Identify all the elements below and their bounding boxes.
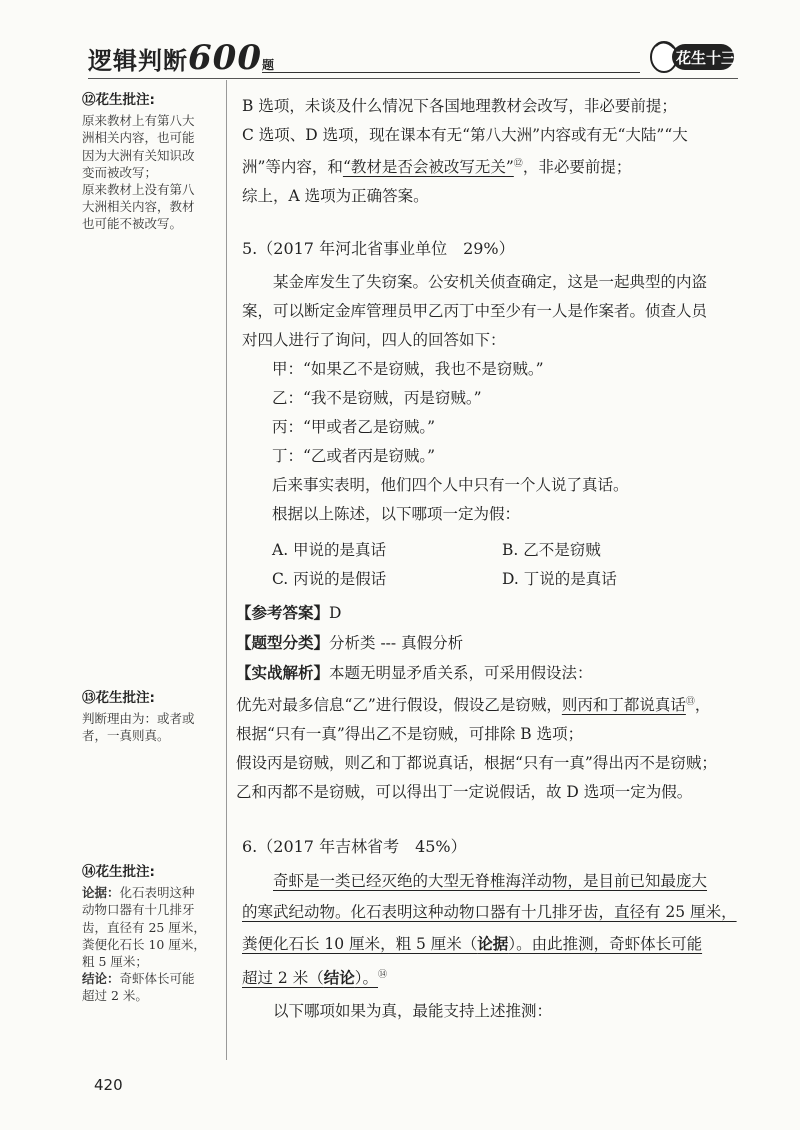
- prev-line: C 选项、D 选项，现在课本有无“第八大洲”内容或有无“大陆”“大: [242, 126, 688, 144]
- side-note-heading: ⑭花生批注:: [82, 864, 155, 880]
- type-line: 【题型分类】分析类 --- 真假分析: [236, 633, 464, 652]
- statement: 甲：“如果乙不是窃贼，我也不是窃贼。”: [272, 360, 544, 378]
- statement: 丙：“甲或者乙是窃贼。”: [272, 418, 436, 436]
- question-ask: 根据以上陈述，以下哪项一定为假：: [272, 505, 521, 523]
- question-6-stem: 奇虾是一类已经灭绝的大型无脊椎海洋动物，是目前已知最庞大 的寒武纪动物。化石表明这种动物口器有十几排牙齿，直径有 25 厘米， 粪便化石长 10 厘米，粗 5 厘米（论据）。由此推测，奇虾体长可能 超过 2 米（结论）。⑭ 以下哪项如果为真，最能支持上述推测：: [242, 866, 742, 1027]
- statement: 丁：“乙或者丙是窃贼。”: [272, 447, 436, 465]
- analysis-line: 乙和丙都不是窃贼，可以得出丁一定说假话，故 D 选项一定为假。: [236, 783, 693, 802]
- side-note-line: 粪便化石长 10 厘米，: [82, 936, 206, 952]
- prev-line: 洲”等内容，和“教材是否会被改写无关”⑫，非必要前提；: [242, 158, 632, 177]
- option-a: A. 甲说的是真话: [272, 541, 387, 559]
- prev-line: 综上，A 选项为正确答案。: [242, 187, 429, 206]
- underlined-phrase: “教材是否会被改写无关”: [342, 158, 514, 177]
- question-5-answer: [236, 598, 746, 807]
- header-rule: [262, 72, 640, 73]
- page-number: 420: [94, 1076, 123, 1094]
- option-c: C. 丙说的是假话: [272, 570, 387, 588]
- header-rule-thin: [88, 78, 738, 79]
- footnote-ref: ⑭: [378, 970, 388, 980]
- title-prefix: 逻辑判断: [88, 46, 188, 75]
- side-note-line: 大洲相关内容，教材: [82, 199, 195, 215]
- prev-line: B 选项，未谈及什么情况下各国地理教材会改写，非必要前提；: [242, 97, 677, 115]
- argument-tag: 论据: [477, 934, 509, 953]
- side-note-line: 论据：化石表明这种: [82, 885, 195, 901]
- side-note-line: 原来教材上有第八大: [82, 113, 195, 129]
- side-note-14: [82, 864, 222, 1005]
- footnote-ref: ⑫: [513, 159, 523, 169]
- side-note-line: 判断理由为：或者或: [82, 711, 195, 727]
- statement: 乙：“我不是窃贼，丙是窃贼。”: [272, 389, 482, 407]
- side-note-line: 洲相关内容，也可能: [82, 130, 195, 146]
- prev-analysis: [242, 92, 742, 211]
- question-5-statements: [272, 355, 772, 529]
- side-note-line: 结论：奇虾体长可能: [82, 971, 195, 987]
- underlined-phrase: 则丙和丁都说真话: [561, 696, 686, 715]
- question-6-heading: 6.（2017 年吉林省考 45%）: [242, 837, 467, 856]
- question-ask: 以下哪项如果为真，最能支持上述推测：: [273, 1002, 553, 1021]
- analysis-line: 根据“只有一真”得出乙不是窃贼，可排除 B 选项；: [236, 725, 584, 744]
- margin-divider: [226, 80, 227, 1060]
- analysis-line: 优先对最多信息“乙”进行假设，假设乙是窃贼，则丙和丁都说真话⑬，: [236, 696, 711, 715]
- side-note-line: 变而被改写；: [82, 164, 158, 180]
- analysis-line: 假设丙是窃贼，则乙和丁都说真话，根据“只有一真”得出丙不是窃贼；: [236, 754, 717, 773]
- side-note-line: 齿，直径有 25 厘米，: [82, 919, 206, 935]
- conclusion-tag: 结论: [323, 968, 355, 988]
- side-note-line: 因为大洲有关知识改: [82, 147, 195, 163]
- side-note-line: 超过 2 米。: [82, 988, 148, 1004]
- book-title: [88, 38, 275, 78]
- side-note-line: 动物口器有十几排牙: [82, 902, 195, 918]
- option-d: D. 丁说的是真话: [502, 570, 617, 588]
- side-note-line: 也可能不被改写。: [82, 216, 183, 232]
- option-b: B. 乙不是窃贼: [502, 541, 601, 559]
- fact: 后来事实表明，他们四个人中只有一个人说了真话。: [272, 476, 629, 494]
- question-5-heading: 5.（2017 年河北省事业单位 29%）: [242, 239, 515, 258]
- side-note-line: 粗 5 厘米；: [82, 954, 148, 970]
- side-note-13: [82, 690, 222, 745]
- side-note-12: [82, 92, 222, 233]
- side-note-line: 者，一真则真。: [82, 728, 170, 744]
- analysis-line: 【实战解析】本题无明显矛盾关系，可采用假设法：: [236, 663, 593, 682]
- side-note-line: 原来教材上没有第八: [82, 182, 195, 198]
- title-suffix: 题: [261, 58, 275, 72]
- side-note-heading: ⑬花生批注:: [82, 690, 155, 706]
- footnote-ref: ⑬: [685, 697, 695, 707]
- logo-text: 花生十三: [676, 49, 737, 67]
- side-note-heading: ⑫花生批注:: [82, 92, 155, 108]
- question-5-stem: 某金库发生了失窃案。公安机关侦查确定，这是一起典型的内盗 案，可以断定金库管理员甲乙丙丁中至少有一人是作案者。侦查人员 对四人进行了询问，四人的回答如下：: [242, 273, 708, 349]
- answer-line: 【参考答案】D: [236, 603, 342, 622]
- title-number: 600: [188, 38, 262, 78]
